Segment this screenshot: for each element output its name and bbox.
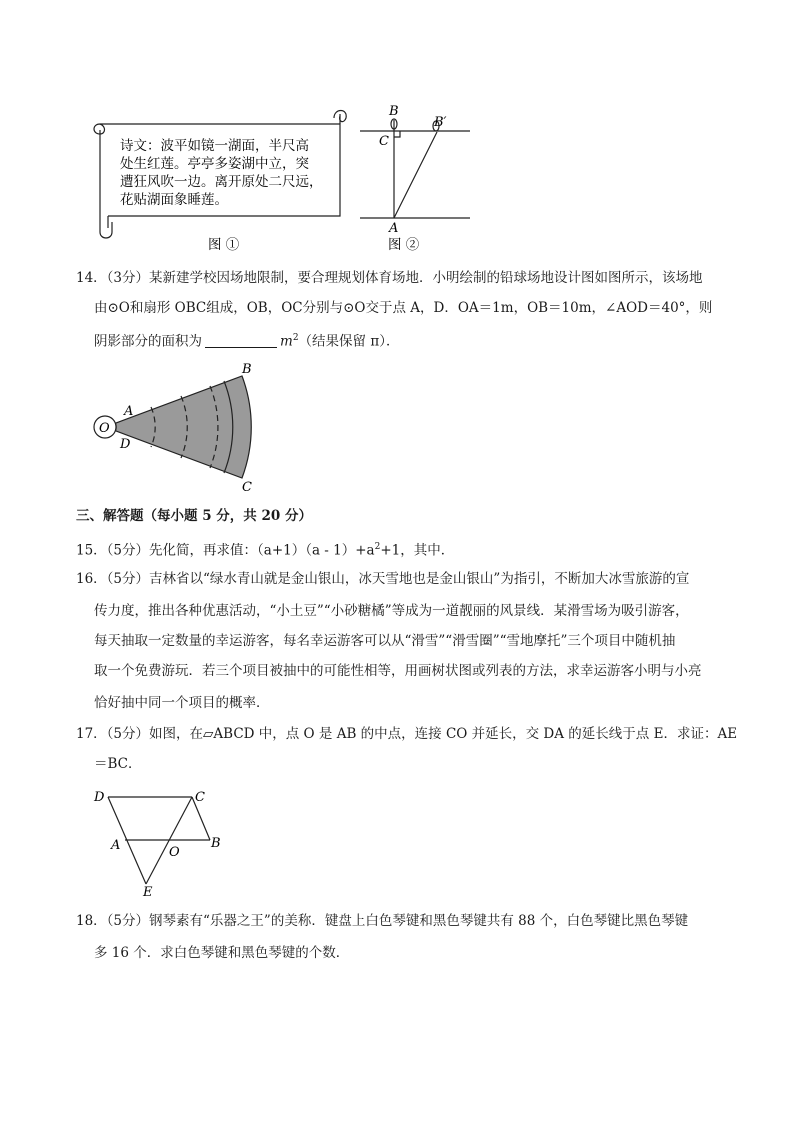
q14-line-3-prefix: 阴影部分的面积为 xyxy=(94,333,202,350)
q16-line-4: 取一个免费游玩．若三个项目被抽中的可能性相等，用画树状图或列表的方法，求幸运游客小明与小亮 xyxy=(94,663,702,679)
figure-1-caption: 图 ① xyxy=(208,237,240,253)
q16-line-2: 传力度，推出各种优惠活动，“小土豆”“小砂糖橘”等成为一道靓丽的风景线．某滑雪场为吸引游客， xyxy=(94,603,689,619)
label-C: C xyxy=(379,134,389,149)
unit-exponent: 2 xyxy=(292,333,299,343)
section-3-heading: 三、解答题（每小题 5 分，共 20 分） xyxy=(76,508,312,524)
q16-line-5: 恰好抽中同一个项目的概率． xyxy=(94,695,270,711)
label-B: B xyxy=(211,836,221,851)
label-E: E xyxy=(143,885,153,900)
q14-line-2: 由⊙O和扇形 OBC组成，OB，OC分别与⊙O交于点 A，D．OA＝1m，OB＝10m，∠AOD＝40°，则 xyxy=(94,300,713,316)
poem-line-1: 诗文：波平如镜一湖面，半尺高 xyxy=(120,138,309,154)
q16-line-1: 16．（5分）吉林省以“绿水青山就是金山银山，冰天雪地也是金山银山”为指引，不断加大冰雪旅游的宣 xyxy=(76,571,690,587)
label-C: C xyxy=(195,790,205,805)
q16-line-3: 每天抽取一定数量的幸运游客，每名幸运游客可以从“滑雪”“滑雪圈”“雪地摩托”三个项目中随机抽 xyxy=(94,633,676,649)
label-O: O xyxy=(99,421,110,436)
poem-line-2: 处生红莲。亭亭多姿湖中立，突 xyxy=(120,156,309,172)
q15-exponent: 2 xyxy=(374,542,381,552)
label-D: D xyxy=(94,790,105,805)
unit-m: m xyxy=(280,333,293,350)
figures-1-2 xyxy=(0,0,794,260)
q17-line-1: 17．（5分）如图，在▱ABCD 中，点 O 是 AB 的中点，连接 CO 并延长，交 DA 的延长线于点 E．求证：AE xyxy=(76,726,738,742)
q15-prefix: 15．（5分）先化简，再求值：（a+1）（a - 1）+a xyxy=(76,542,375,559)
figure-2-caption: 图 ② xyxy=(388,237,420,253)
label-C: C xyxy=(242,480,252,495)
label-A: A xyxy=(124,404,134,419)
label-A: A xyxy=(389,221,399,236)
label-B-prime: B′ xyxy=(434,115,447,130)
label-D: D xyxy=(120,437,131,452)
label-B: B xyxy=(389,104,399,119)
q17-line-2: ＝BC． xyxy=(94,756,142,772)
q14-line-3 xyxy=(94,328,399,352)
q18-line-1: 18．（5分）钢琴素有“乐器之王”的美称．键盘上白色琴键和黑色琴键共有 88 个，白色琴键比黑色琴键 xyxy=(76,913,689,929)
label-O: O xyxy=(169,845,180,860)
poem-line-4: 花贴湖面象睡莲。 xyxy=(120,192,228,208)
answer-blank xyxy=(205,333,277,348)
label-B: B xyxy=(242,362,252,377)
parallelogram-figure xyxy=(0,780,794,900)
sector-figure xyxy=(0,360,794,495)
q15-suffix: +1，其中． xyxy=(380,542,455,559)
q14-line-1: 14．（3分）某新建学校因场地限制，要合理规划体育场地．小明绘制的铅球场地设计图如图所示，该场地 xyxy=(76,270,703,286)
q15 xyxy=(76,537,454,561)
lotus-geometry-figure xyxy=(360,119,470,218)
q14-line-3-suffix: （结果保留 π）． xyxy=(298,333,400,350)
label-A: A xyxy=(111,838,121,853)
q18-line-2: 多 16 个．求白色琴键和黑色琴键的个数． xyxy=(94,945,350,961)
poem-line-3: 遭狂风吹一边。离开原处二尺远， xyxy=(120,174,323,190)
